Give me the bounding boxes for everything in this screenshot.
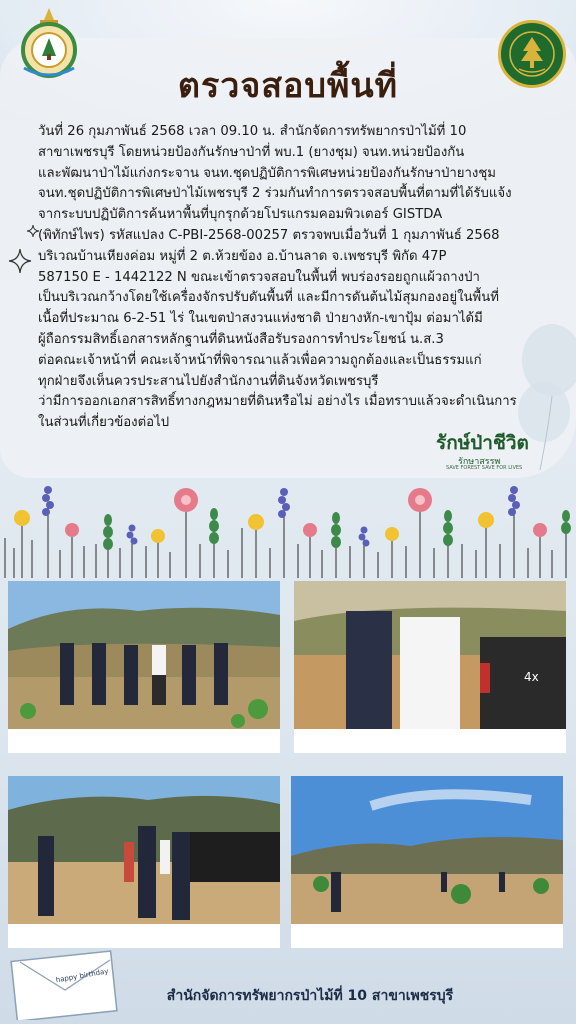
page-title: ตรวจสอบพื้นที่	[177, 66, 399, 106]
svg-text:4x: 4x	[524, 670, 539, 684]
cleared-forest-area-photo	[291, 776, 563, 924]
envelope-text: happy birthday	[55, 967, 110, 985]
officers-at-pickup-truck-photo	[294, 581, 566, 729]
photo-card-2	[294, 581, 566, 753]
photo-card-4	[291, 776, 563, 948]
article-body: วันที่ 26 กุมภาพันธ์ 2568 เวลา 09.10 น. สำนักจัดการทรัพยากรป่าไม้ที่ 10 สาขาเพชรบุรี โดยหน่วยป้องกันรักษาป่าที่ พบ.1 (ยางชุม) จนท.หน่วยป้องกัน และพัฒนาป่าไม้แก่งกระจาน จนท.ชุดปฏิบัติการพิเศษหน่วยป้องกันรักษาป่ายางชุม จนท.ชุดปฏิบัติการพิเศษป่าไม้เพชรบุรี 2 ร่วมกันทำการตรวจสอบพื้นที่ตามที่ได้รับแจ้ง จากระบบปฏิบัติการค้นหาพื้นที่บุกรุกด้วยโปรแกรมคอมพิวเตอร์ GISTDA (พิทักษ์ไพร) รหัสแปลง C-PBI-2568-00257 ตรวจพบเมื่อวันที่ 1 กุมภาพันธ์ 2568 บริเวณบ้านเหียงค่อม หมู่ที่ 2 ต.ห้วยข้อง อ.บ้านลาด จ.เพชรบุรี พิกัด 47P 587150 E - 1442122 N ขณะเข้าตรวจสอบในพื้นที่ พบร่องรอยถูกแผ้วถางป่า เป็นบริเวณกว้างโดยใช้เครื่องจักรปรับดันพื้นที่ และมีการดันต้นไม้สุมกองอยู่ในพื้นที่ เนื้อที่ประมาณ 6-2-51 ไร่ ในเขตป่าสงวนแห่งชาติ ป่ายางหัก-เขาปุ้ม ต่อมาได้มี ผู้ถือกรรมสิทธิ์เอกสารหลักฐานที่ดินหนังสือรับรองการทำประโยชน์ น.ส.3 ต่อคณะเจ้าหน้าที่ คณะเจ้าหน้าที่พิจารณาแล้วเพื่อความถูกต้องและเป็นธรรมแก่ ทุกฝ่ายจึงเห็นควรประสานไปยังสำนักงานที่ดินจังหวัดเพชรบุรี ว่ามีการออกเอกสารสิทธิ์ทางกฎหมายที่ดินหรือไม่ อย่างไร เมื่อทราบแล้วจะดำเนินการ ในส่วนที่เกี่ยวข้องต่อไป	[38, 124, 517, 431]
footer-text: สำนักจัดการทรัพยากรป่าไม้ที่ 10 สาขาเพชรบุรี	[166, 988, 454, 1004]
sparkle-icon	[8, 248, 32, 274]
brand-sub-text: รักษาสรรพ	[458, 457, 501, 467]
officers-inspecting-cleared-land-photo	[8, 776, 280, 924]
officers-lined-up-photo	[8, 581, 280, 729]
brand-tagline: SAVE FOREST SAVE FOR LIVES	[446, 465, 523, 471]
photo-card-3	[8, 776, 280, 948]
save-forest-brand-logo	[436, 430, 556, 472]
photo-card-1	[8, 581, 280, 753]
brand-main-text: รักษ์ป่าชีวิต	[436, 432, 529, 454]
flower-border-decoration	[0, 478, 576, 578]
